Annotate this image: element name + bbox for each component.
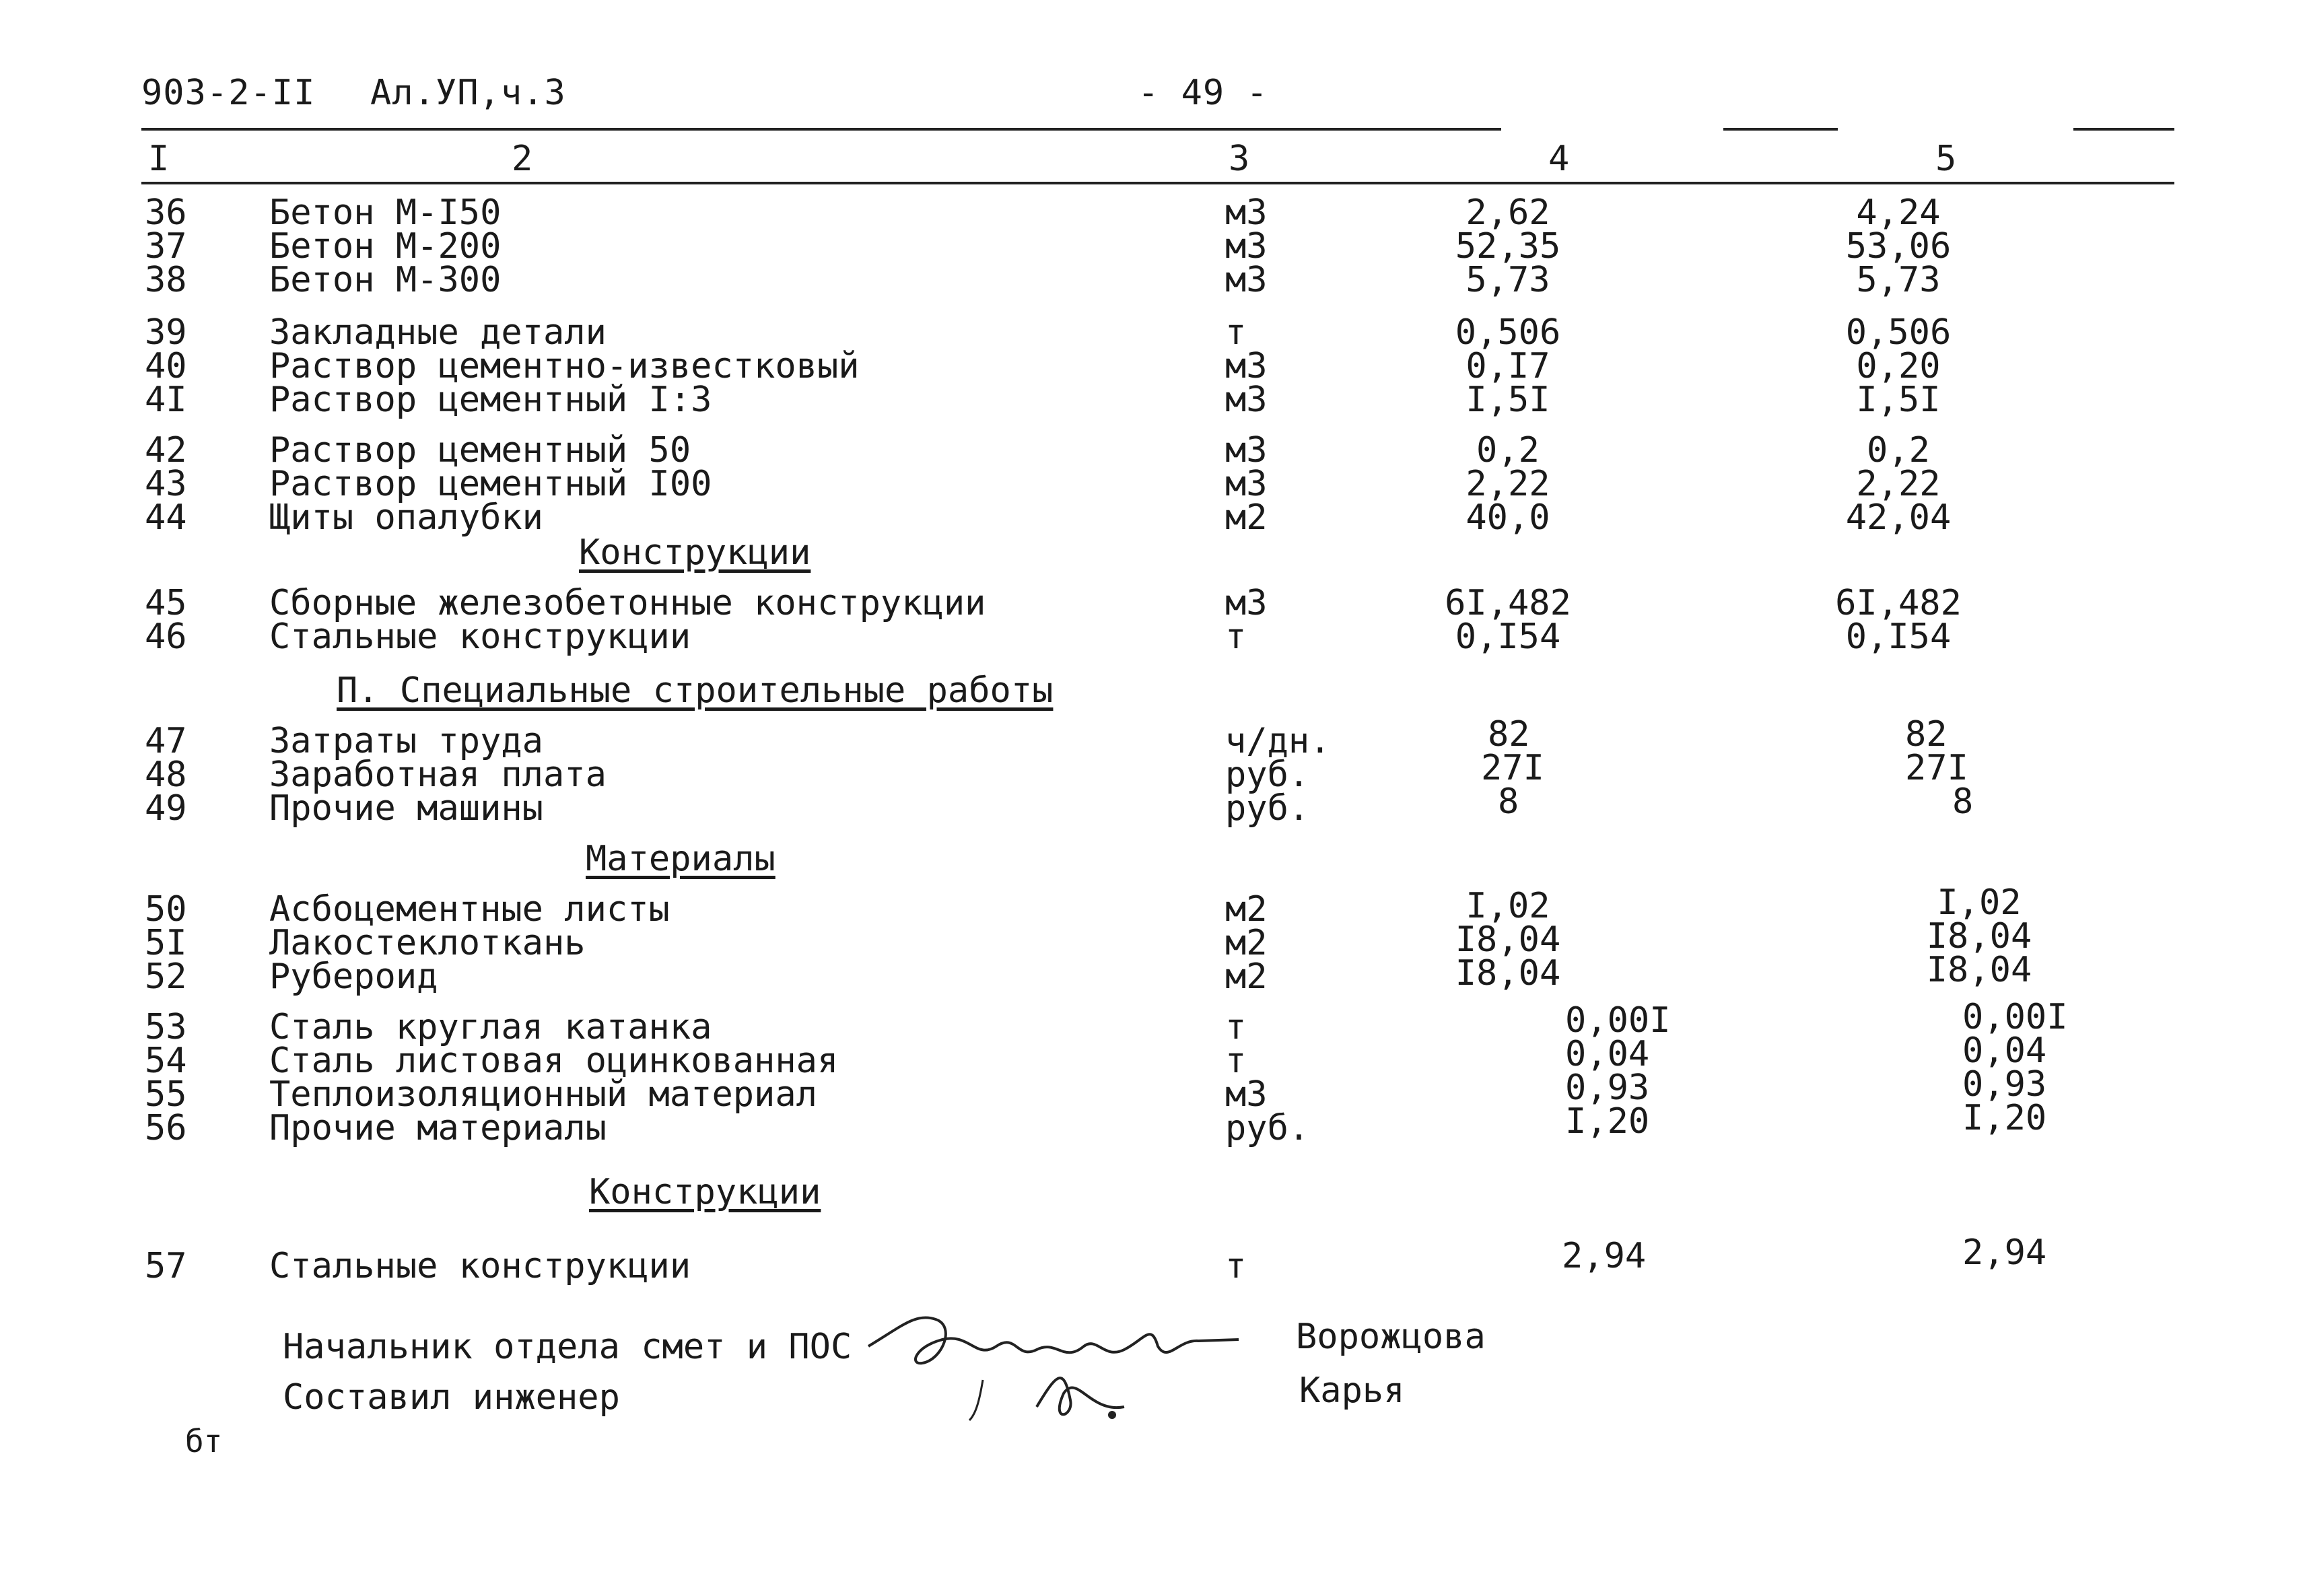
section-heading-special-works: П. Специальные строительные работы <box>337 670 1054 711</box>
row-number: 52 <box>145 957 187 997</box>
value-col4: 0,I54 <box>1455 617 1561 657</box>
item-unit: руб. <box>1225 1108 1310 1148</box>
value-col5: 42,04 <box>1845 497 1952 538</box>
row-number: 42 <box>145 430 187 471</box>
document-code: 903-2-II <box>141 73 316 113</box>
column-header-3: 3 <box>1229 139 1250 179</box>
value-col5: I8,04 <box>1926 950 2032 990</box>
row-number: 55 <box>145 1074 187 1115</box>
value-col4: 27I <box>1481 748 1544 788</box>
value-col4: 6I,482 <box>1445 583 1571 623</box>
row-number: 39 <box>145 312 187 353</box>
item-name: Раствор цементно-известковый <box>269 346 860 386</box>
row-number: 40 <box>145 346 187 386</box>
item-name: Закладные детали <box>269 312 607 353</box>
value-col4: 52,35 <box>1455 226 1561 267</box>
item-unit: м3 <box>1225 380 1268 420</box>
value-col5: 5,73 <box>1856 260 1941 300</box>
item-unit: м3 <box>1225 346 1268 386</box>
item-name: Теплоизоляционный материал <box>269 1074 817 1115</box>
item-unit: м3 <box>1225 464 1268 504</box>
item-unit: м3 <box>1225 260 1268 300</box>
item-unit: м2 <box>1225 889 1268 930</box>
value-col5: 6I,482 <box>1835 583 1962 623</box>
item-unit: м3 <box>1225 193 1268 233</box>
value-col4: 0,506 <box>1455 312 1561 353</box>
item-unit: т <box>1225 1246 1247 1286</box>
value-col5: 27I <box>1905 748 1968 788</box>
value-col5: 0,00I <box>1962 997 2068 1037</box>
header-rule-bottom <box>141 182 2174 184</box>
row-number: 57 <box>145 1246 187 1286</box>
value-col4: I8,04 <box>1455 920 1561 960</box>
footer-mark: бт <box>185 1423 223 1459</box>
section-heading-constructions-2: Конструкции <box>589 1172 821 1212</box>
item-name: Прочие машины <box>269 788 543 829</box>
item-name: Раствор цементный I:3 <box>269 380 712 420</box>
value-col4: 0,I7 <box>1466 346 1550 386</box>
section-heading-constructions: Конструкции <box>579 532 811 573</box>
value-col4: I8,04 <box>1455 953 1561 994</box>
item-name: Лакостеклоткань <box>269 923 586 963</box>
engineer-label: Составил инженер <box>283 1377 620 1418</box>
item-name: Затраты труда <box>269 721 543 761</box>
item-name: Раствор цементный I00 <box>269 464 712 504</box>
item-unit: т <box>1225 617 1247 657</box>
value-col4: 40,0 <box>1466 497 1550 538</box>
value-col5: 0,20 <box>1856 346 1941 386</box>
value-col4: I,02 <box>1466 886 1550 926</box>
value-col5: 8 <box>1952 782 1974 822</box>
value-col5: 0,I54 <box>1845 617 1952 657</box>
item-name: Стальные конструкции <box>269 617 691 657</box>
value-col5: 0,2 <box>1867 430 1930 471</box>
page-number: - 49 - <box>1138 73 1268 113</box>
item-unit: м3 <box>1225 583 1268 623</box>
row-number: 47 <box>145 721 187 761</box>
row-number: 43 <box>145 464 187 504</box>
row-number: 36 <box>145 193 187 233</box>
value-col5: 82 <box>1905 714 1948 755</box>
item-unit: м3 <box>1225 1074 1268 1115</box>
value-col4: 2,22 <box>1466 464 1550 504</box>
column-header-2: 2 <box>512 139 533 179</box>
value-col4: 0,2 <box>1476 430 1540 471</box>
value-col5: 0,04 <box>1962 1031 2047 1071</box>
head-of-department-label: Начальник отдела смет и ПОС <box>283 1327 852 1367</box>
handwritten-signature <box>862 1299 1252 1441</box>
item-unit: м2 <box>1225 957 1268 997</box>
value-col5: 0,506 <box>1845 312 1952 353</box>
header-rule-top-segment <box>1723 128 1838 131</box>
value-col4: 5,73 <box>1466 260 1550 300</box>
value-col4: 8 <box>1498 782 1519 822</box>
value-col4: 0,00I <box>1565 1000 1671 1041</box>
row-number: 53 <box>145 1007 187 1047</box>
row-number: 38 <box>145 260 187 300</box>
item-name: Сталь листовая оцинкованная <box>269 1041 839 1081</box>
value-col5: 4,24 <box>1856 193 1941 233</box>
value-col4: I,20 <box>1565 1101 1650 1142</box>
section-heading-materials: Материалы <box>586 839 776 879</box>
row-number: 4I <box>145 380 187 420</box>
item-name: Сталь круглая катанка <box>269 1007 712 1047</box>
item-unit: т <box>1225 1041 1247 1081</box>
item-name: Бетон М-200 <box>269 226 502 267</box>
value-col4: 0,04 <box>1565 1034 1650 1074</box>
item-name: Бетон М-300 <box>269 260 502 300</box>
value-col5: I,5I <box>1856 380 1941 420</box>
item-name: Заработная плата <box>269 755 607 795</box>
value-col4: I,5I <box>1466 380 1550 420</box>
item-unit: руб. <box>1225 755 1310 795</box>
value-col5: I8,04 <box>1926 916 2032 957</box>
item-unit: руб. <box>1225 788 1310 829</box>
row-number: 49 <box>145 788 187 829</box>
item-name: Рубероид <box>269 957 438 997</box>
row-number: 5I <box>145 923 187 963</box>
header-rule-top <box>141 128 1501 131</box>
value-col4: 2,62 <box>1466 193 1550 233</box>
value-col4: 0,93 <box>1565 1068 1650 1108</box>
value-col5: 0,93 <box>1962 1064 2047 1105</box>
item-unit: м2 <box>1225 497 1268 538</box>
row-number: 45 <box>145 583 187 623</box>
row-number: 44 <box>145 497 187 538</box>
item-unit: ч/дн. <box>1225 721 1331 761</box>
row-number: 37 <box>145 226 187 267</box>
value-col5: I,20 <box>1962 1098 2047 1138</box>
item-name: Сборные железобетонные конструкции <box>269 583 986 623</box>
value-col5: 2,22 <box>1856 464 1941 504</box>
item-unit: т <box>1225 1007 1247 1047</box>
column-header-4: 4 <box>1548 139 1570 179</box>
item-name: Раствор цементный 50 <box>269 430 691 471</box>
row-number: 50 <box>145 889 187 930</box>
item-unit: м3 <box>1225 430 1268 471</box>
item-name: Щиты опалубки <box>269 497 543 538</box>
item-name: Асбоцементные листы <box>269 889 670 930</box>
header-rule-top-segment-2 <box>2073 128 2174 131</box>
value-col5: 2,94 <box>1962 1233 2047 1273</box>
row-number: 46 <box>145 617 187 657</box>
value-col5: 53,06 <box>1845 226 1952 267</box>
item-name: Бетон М-I50 <box>269 193 502 233</box>
item-unit: м3 <box>1225 226 1268 267</box>
value-col5: I,02 <box>1937 882 2022 923</box>
row-number: 56 <box>145 1108 187 1148</box>
item-unit: т <box>1225 312 1247 353</box>
column-header-5: 5 <box>1935 139 1957 179</box>
value-col4: 82 <box>1488 714 1530 755</box>
column-header-1: I <box>148 139 170 179</box>
item-unit: м2 <box>1225 923 1268 963</box>
row-number: 48 <box>145 755 187 795</box>
engineer-name: Карья <box>1299 1371 1405 1411</box>
row-number: 54 <box>145 1041 187 1081</box>
head-of-department-name: Ворожцова <box>1296 1317 1486 1357</box>
item-name: Стальные конструкции <box>269 1246 691 1286</box>
item-name: Прочие материалы <box>269 1108 607 1148</box>
value-col4: 2,94 <box>1562 1236 1647 1276</box>
album-reference: Ал.УП,ч.3 <box>370 73 566 113</box>
